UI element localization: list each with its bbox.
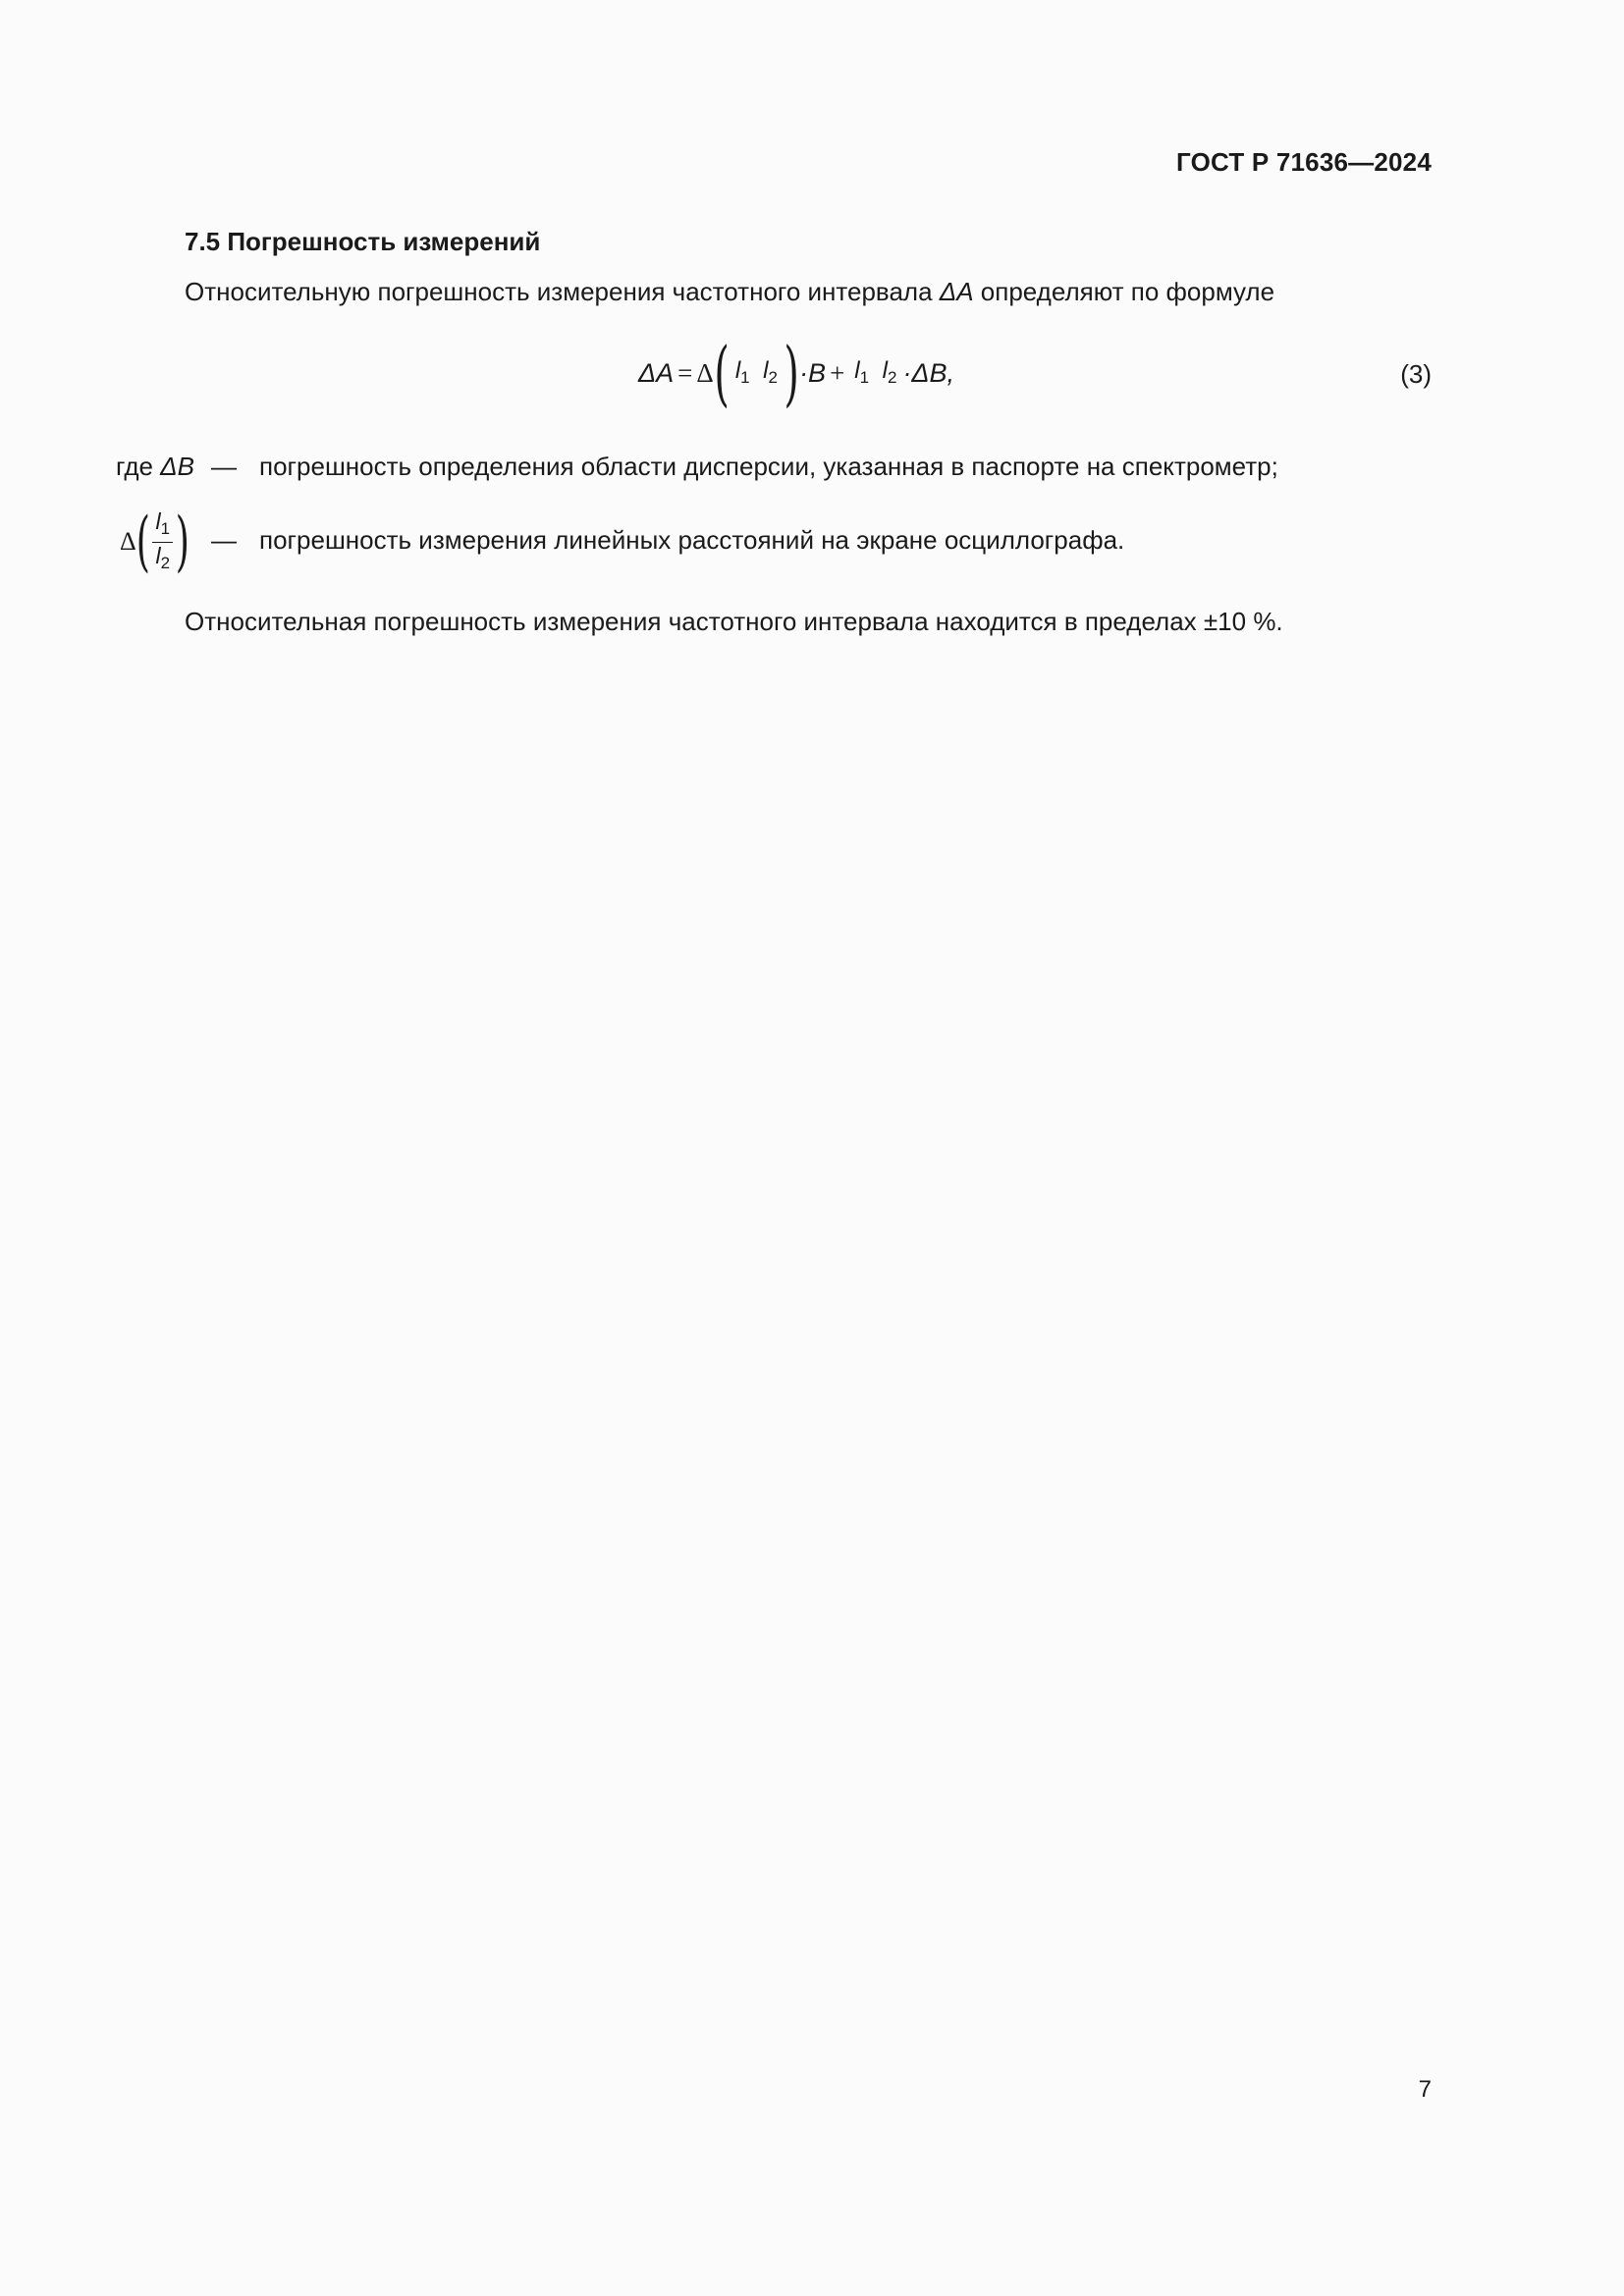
intro-text-before: Относительную погрешность измерения частотного интервала bbox=[185, 277, 940, 306]
formula-3 bbox=[638, 334, 954, 412]
formula-equals: = bbox=[677, 357, 693, 388]
fraction-l1-l2 bbox=[732, 354, 781, 392]
definition-term-delta-b: где ΔB bbox=[116, 452, 194, 481]
fraction-denominator: $l_2$ bbox=[763, 357, 778, 387]
fraction-denominator: $l_2$ bbox=[155, 542, 171, 572]
fraction-numerator: $l_1$ bbox=[854, 357, 870, 387]
right-paren: ) bbox=[175, 504, 190, 579]
definition-text: погрешность определения области дисперсии, указанная в паспорте на спектрометр; bbox=[259, 452, 1278, 481]
definition-text: погрешность измерения линейных расстояний на экране осциллографа. bbox=[259, 525, 1125, 555]
left-paren: ( bbox=[714, 332, 730, 414]
left-paren: ( bbox=[135, 504, 150, 579]
fraction-numerator: $l_1$ bbox=[155, 507, 171, 538]
right-paren: ) bbox=[784, 332, 799, 414]
page-number: 7 bbox=[1418, 2076, 1432, 2103]
definition-dash: — bbox=[211, 452, 237, 481]
fraction-l1-l2-second bbox=[851, 354, 899, 392]
formula-times-b: ·B bbox=[799, 357, 827, 388]
intro-symbol: ΔA bbox=[939, 277, 974, 306]
fraction-denominator: $l_2$ bbox=[882, 357, 897, 387]
section-title: 7.5 Погрешность измерений bbox=[185, 227, 541, 256]
fraction-numerator: $l_1$ bbox=[734, 357, 750, 387]
formula-plus: + bbox=[830, 357, 845, 388]
formula-lhs: ΔA bbox=[638, 357, 675, 388]
document-code: ГОСТ Р 71636—2024 bbox=[1176, 147, 1432, 177]
equation-number: (3) bbox=[1400, 359, 1432, 389]
definition-dash: — bbox=[211, 525, 237, 555]
formula-delta: Δ bbox=[696, 357, 714, 388]
intro-paragraph bbox=[185, 276, 1274, 307]
fraction-l1-l2-definition bbox=[152, 508, 173, 576]
intro-text-after: определяют по формуле bbox=[973, 277, 1275, 306]
formula-times-delta-b: ·ΔB, bbox=[902, 357, 955, 388]
definition-term-delta-l-ratio: Δ ( $\frac{l_1}{l_2}$ ) bbox=[120, 504, 190, 579]
conclusion-paragraph: Относительная погрешность измерения частотного интервала находится в пределах ±10 %. bbox=[185, 607, 1283, 636]
